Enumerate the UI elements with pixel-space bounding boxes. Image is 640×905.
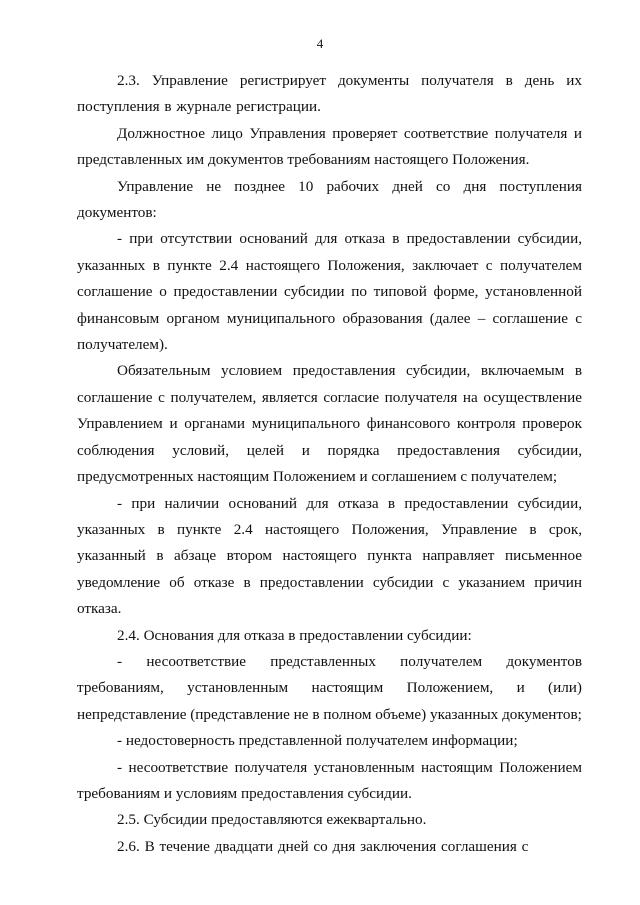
paragraph-grounds-present-item: - при наличии оснований для отказа в предоставлении субсидии, указанных в пункте 2.4 настоящего Положения, Управление в срок, указанный в абзаце втором настоящего пункта направляет письменное уведомление об отказе в предоставлении субсидии с указанием причин отказа. [77,494,582,618]
paragraph-no-grounds-item: - при отсутствии оснований для отказа в предоставлении субсидии, указанных в пункте 2.4 настоящего Положения, заключает с получателем соглашение о предоставлении субсидии по типовой форме, установленной финансовым органом муниципального образования (далее – соглашение с получателем). [77,230,582,354]
paragraph-2-3: 2.3. Управление регистрирует документы получателя в день их поступления в журнале регистрации. [77,72,582,116]
paragraph-2-6: 2.6. В течение двадцати дней со дня заключения соглашения с [117,837,529,855]
paragraph-2-5: 2.5. Субсидии предоставляются ежеквартально. [117,811,427,829]
paragraph-review-deadline: Управление не позднее 10 рабочих дней со дня поступления документов: [77,177,582,222]
paragraph-refusal-reason-3: - несоответствие получателя установленным настоящим Положением требованиям и условиям предоставления субсидии. [77,758,582,802]
page-number: 4 [316,36,324,51]
paragraph-refusal-reason-1: - несоответствие представленных получателем документов требованиям, установленным настоящим Положением, и (или) непредставление (представление не в полном объеме) указанных документов; [77,652,582,723]
paragraph-2-4: 2.4. Основания для отказа в предоставлении субсидии: [117,626,472,644]
paragraph-official-check: Должностное лицо Управления проверяет соответствие получателя и представленных им документов требованиям настоящего Положения. [77,124,582,169]
paragraph-refusal-reason-2: - недостоверность представленной получателем информации; [117,732,518,750]
paragraph-mandatory-condition: Обязательным условием предоставления субсидии, включаемым в соглашение с получателем, является согласие получателя на осуществление Управлением и органами муниципального финансового контроля проверок соблюдения условий, целей и порядка предоставления субсидии, предусмотренных настоящим Положением и соглашением с получателем; [77,362,582,486]
document-body [77,68,582,860]
